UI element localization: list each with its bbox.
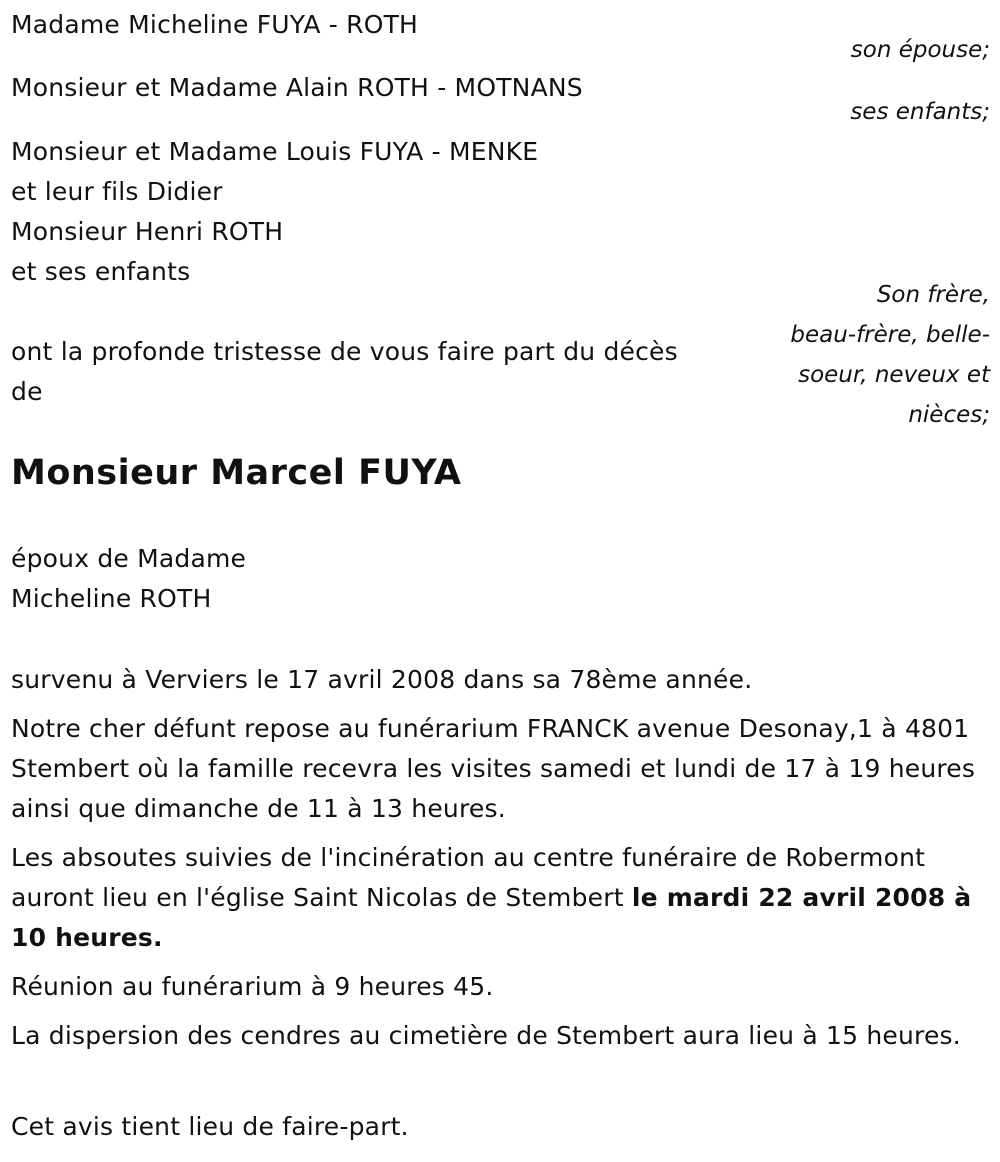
- death-paragraph: survenu à Verviers le 17 avril 2008 dans sa 78ème année.: [11, 665, 753, 694]
- dispersion-paragraph: La dispersion des cendres au cimetière de Stembert aura lieu à 15 heures.: [11, 1021, 961, 1050]
- relation-children: ses enfants;: [850, 99, 990, 125]
- ceremony-paragraph: [11, 838, 991, 958]
- deceased-name: Monsieur Marcel FUYA: [11, 453, 462, 493]
- notice-paragraph: Cet avis tient lieu de faire-part.: [11, 1112, 409, 1141]
- rest-paragraph: Notre cher défunt repose au funérarium FRANCK avenue Desonay,1 à 4801 Stembert où la famille recevra les visites samedi et lundi de 17 à 19 heures ainsi que dimanche de 11 à 13 heures.: [11, 714, 976, 823]
- spouse-line2: Micheline ROTH: [11, 584, 212, 613]
- family-children: Monsieur et Madame Alain ROTH - MOTNANS: [11, 73, 583, 102]
- meeting-paragraph: Réunion au funérarium à 9 heures 45.: [11, 972, 494, 1001]
- family-brother-son: et leur fils Didier: [11, 177, 223, 206]
- relation-siblings-line2: beau-frère, belle-: [790, 322, 990, 348]
- family-brother: Monsieur et Madame Louis FUYA - MENKE: [11, 137, 539, 166]
- relation-siblings-line3: soeur, neveux et: [798, 362, 990, 388]
- relation-siblings-line4: nièces;: [908, 402, 990, 428]
- family-wife: Madame Micheline FUYA - ROTH: [11, 10, 419, 39]
- announcement-line2: de: [11, 377, 43, 406]
- spouse-line1: époux de Madame: [11, 544, 247, 573]
- relation-wife: son épouse;: [850, 37, 990, 63]
- relation-siblings-line1: Son frère,: [876, 282, 990, 308]
- family-brother-in-law-children: et ses enfants: [11, 257, 191, 286]
- ceremony-text: Les absoutes suivies de l'incinération au centre funéraire de Robermont auront lieu en l'église Saint Nicolas de Stembert: [11, 843, 926, 912]
- family-brother-in-law: Monsieur Henri ROTH: [11, 217, 284, 246]
- announcement-line1: ont la profonde tristesse de vous faire part du décès: [11, 337, 678, 366]
- ceremony-date: le mardi 22 avril 2008 à 10 heures.: [11, 883, 972, 952]
